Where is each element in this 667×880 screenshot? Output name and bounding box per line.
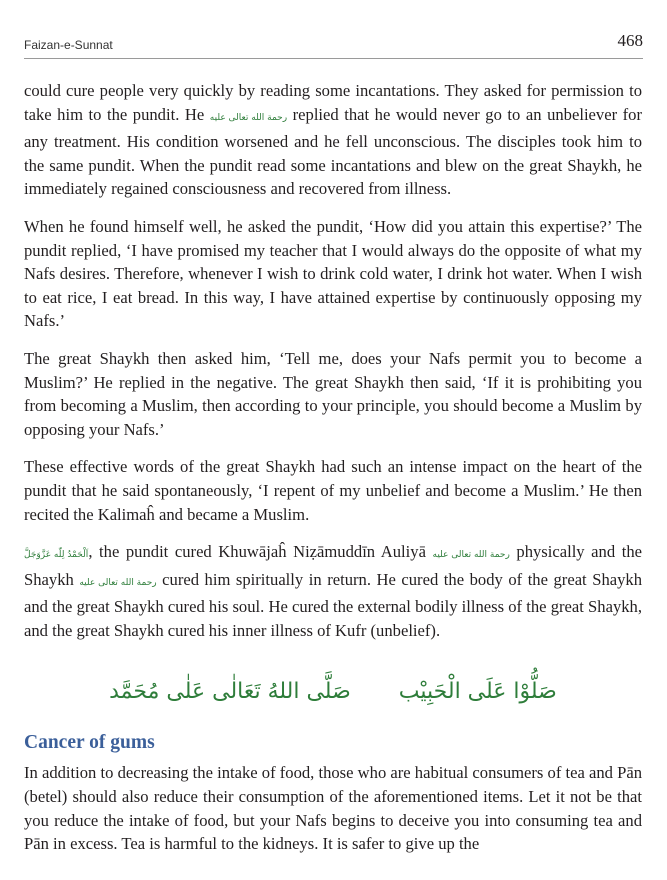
page-content <box>24 79 642 870</box>
page-number: 468 <box>617 31 643 50</box>
paragraph-5-text-b: physically and the Shaykh <box>24 542 642 589</box>
salat-right: صَلُّوْا عَلَى الْحَبِيْب <box>398 678 557 704</box>
page-header <box>24 28 643 59</box>
honorific-glyph: رحمة الله تعالى عليه <box>432 550 510 561</box>
paragraph-1-text-b: replied that he would never go to an unbeliever for any treatment. His condition worsened and he fell unconscious. The disciples took him to the same pundit. When the pundit read some incantations and blew on the great Shaykh, he immediately regained consciousness and recovered from illness. <box>24 104 642 199</box>
section-heading: Cancer of gums <box>24 732 155 754</box>
salat-calligraphy <box>24 662 642 720</box>
honorific-glyph: رحمة الله تعالى عليه <box>209 112 288 123</box>
paragraph-5-text-c: cured him spiritually in return. He cured the body of the great Shaykh and the great Shaykh cured his soul. He cured the external bodily illness of the great Shaykh, and the great Shaykh cured his inner illness of Kufr (unbelief). <box>24 569 642 640</box>
honorific-glyph: رحمة الله تعالى عليه <box>79 577 157 588</box>
book-title: Faizan-e-Sunnat <box>24 38 113 52</box>
salat-left: صَلَّى اللهُ تَعَالٰى عَلٰى مُحَمَّد <box>109 678 351 704</box>
paragraph-1-text-a: could cure people very quickly by reading some incantations. They asked for permission to take him to the pundit. He <box>24 81 642 124</box>
paragraph-4: These effective words of the great Shaykh had such an intense impact on the heart of the pundit that he said spontaneously, ‘I repent of my unbelief and become a Muslim.’ He then recited the Kalimaĥ and became a Muslim. <box>24 457 642 524</box>
section-body: In addition to decreasing the intake of food, those who are habitual consumers of tea and Pān (betel) should also reduce their consumption of the aforementioned items. Let it not be that you reduce the intake of food, but your Nafs begins to deceive you into consuming tea and Pān in excess. Tea is harmful to the kidneys. It is safer to give up the <box>24 763 642 854</box>
paragraph-5 <box>24 540 642 642</box>
alhamdulillah-glyph: اَلْحَمْدُ لِلّٰه عَزَّوَجَلَّ <box>24 550 89 561</box>
paragraph-1 <box>24 79 642 201</box>
paragraph-2: When he found himself well, he asked the pundit, ‘How did you attain this expertise?’ The pundit replied, ‘I have promised my teacher that I would always do the opposite of what my Nafs desires. Therefore, whenever I wish to drink cold water, I drink hot water. When I wish to eat rice, I eat bread. In this way, I have attained expertise by continuously opposing my Nafs.’ <box>24 216 642 331</box>
paragraph-3: The great Shaykh then asked him, ‘Tell me, does your Nafs permit you to become a Muslim?’ He replied in the negative. The great Shaykh then said, ‘If it is prohibiting you from becoming a Muslim, then according to your principle, you should become a Muslim by opposing your Nafs.’ <box>24 348 642 439</box>
paragraph-5-text-a: , the pundit cured Khuwājaĥ Niẓāmuddīn Auliyā <box>88 542 433 562</box>
